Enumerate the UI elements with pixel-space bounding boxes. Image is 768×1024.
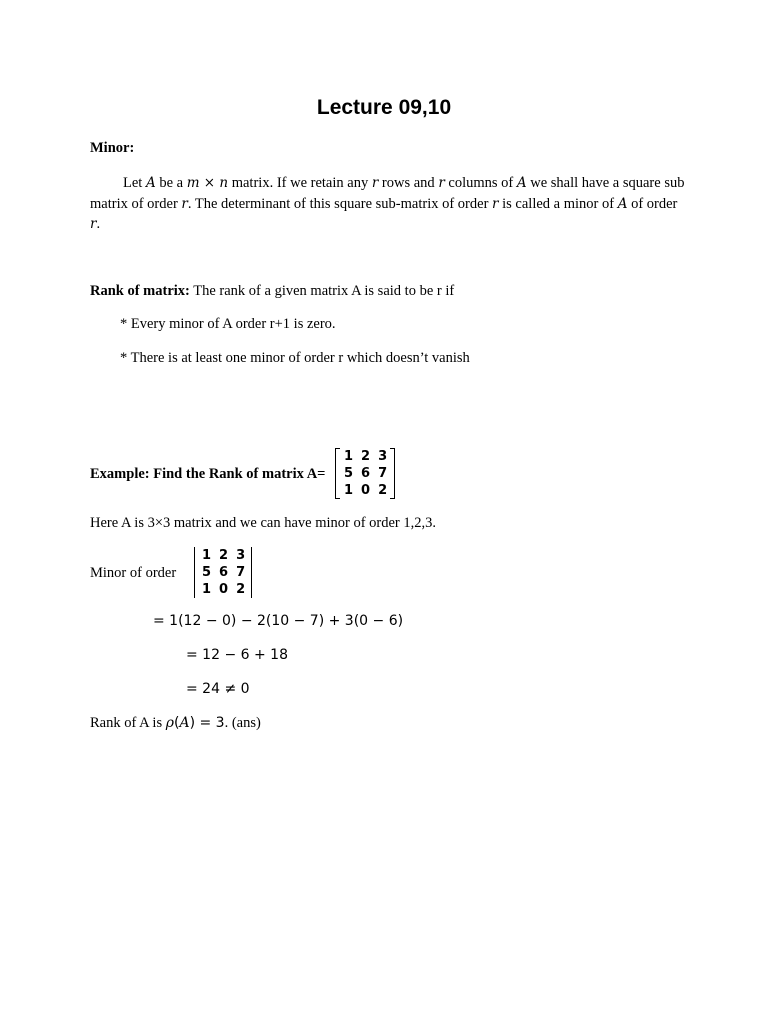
rank-result: Rank of A is ρ(A) = 3. (ans) [90, 715, 261, 731]
expansion-step-3: = 24 ≠ 0 [186, 681, 250, 697]
minor-heading: Minor: [90, 140, 135, 156]
rank-condition-1: * Every minor of A order r+1 is zero. [120, 316, 336, 332]
rank-definition-text: The rank of a given matrix A is said to be r if [189, 283, 455, 299]
expansion-step-1: = 1(12 − 0) − 2(10 − 7) + 3(0 − 6) [153, 613, 404, 629]
rank-definition [90, 283, 454, 300]
expansion-step-2: = 12 − 6 + 18 [186, 647, 288, 663]
page-title: Lecture 09,10 [316, 96, 452, 119]
example-label: Example: Find the Rank of matrix A= [90, 466, 326, 482]
matrix-a: 1 2 3 5 6 7 1 0 2 [335, 448, 395, 499]
rank-condition-2: * There is at least one minor of order r which doesn’t vanish [120, 350, 470, 366]
determinant-a: 1 2 3 5 6 7 1 0 2 [193, 547, 253, 598]
rank-heading: Rank of matrix: [90, 283, 190, 299]
minor-definition: Let A be a m × n matrix. If we retain any r rows and r columns of A we shall have a square sub matrix of order r. The determinant of this square sub-matrix of order r is called a minor of A of order r. [90, 175, 685, 232]
example-note: Here A is 3×3 matrix and we can have minor of order 1,2,3. [90, 515, 437, 531]
minor-of-order-label: Minor of order [90, 565, 177, 581]
